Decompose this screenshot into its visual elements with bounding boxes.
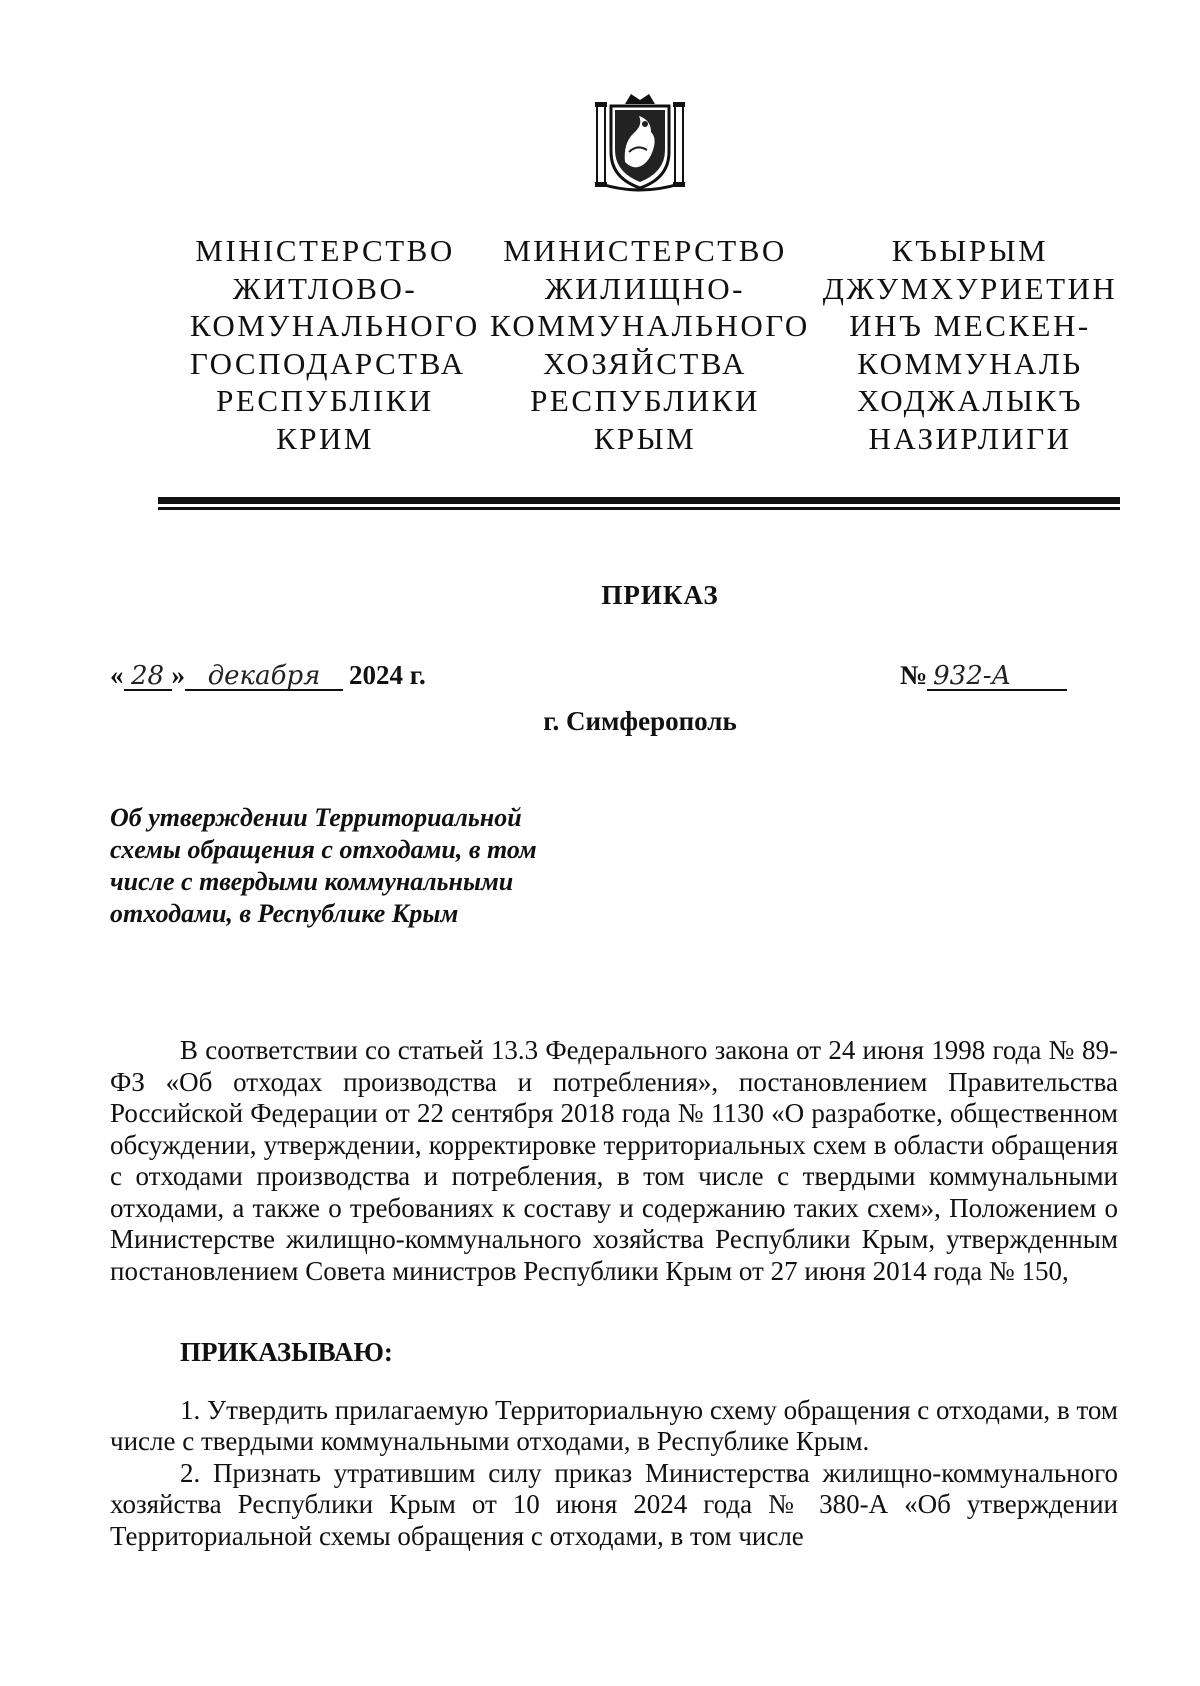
- header-line: РЕСПУБЛИКИ: [530, 383, 760, 418]
- header-ukrainian: [190, 232, 480, 462]
- document-number: [900, 660, 1067, 691]
- header-line: ХОДЖАЛЫКЪ: [856, 383, 1084, 418]
- header-line: НАЗИРЛИГИ: [868, 420, 1072, 456]
- header-line: КРЫМ: [593, 420, 697, 456]
- header-line: ИНЪ МЕСКЕН-: [849, 308, 1091, 343]
- document-body: [110, 1035, 1118, 1552]
- header-line: ХОЗЯЙСТВА: [543, 345, 747, 381]
- order-item-1: 1. Утвердить прилагаемую Территориальную схему обращения с отходами, в том числе с твердыми коммунальными отходами, в Республике Крым.: [110, 1394, 1118, 1456]
- header-line: КОМУНАЛЬНОГО: [190, 308, 480, 343]
- order-items: [110, 1395, 1118, 1553]
- header-crimean-tatar: [820, 232, 1120, 462]
- document-date: [110, 660, 426, 691]
- document-title: ПРИКАЗ: [601, 580, 719, 610]
- header-line: КОММУНАЛЬНОГО: [490, 308, 810, 343]
- coat-of-arms-emblem: [595, 92, 685, 192]
- header-divider-thick: [158, 497, 1120, 504]
- header-line: МІНІСТЕРСТВО: [195, 233, 455, 268]
- date-quote-close: »: [171, 660, 185, 690]
- header-line: ДЖУМХУРИЕТИН: [822, 270, 1118, 306]
- order-heading: ПРИКАЗЫВАЮ:: [180, 1337, 393, 1367]
- header-line: ЖИЛИЩНО-: [545, 270, 745, 306]
- date-quote-open: «: [110, 660, 124, 690]
- document-city: г. Симферополь: [543, 706, 737, 736]
- header-divider-thin: [158, 507, 1120, 510]
- header-line: МИНИСТЕРСТВО: [503, 233, 787, 268]
- number-label: №: [900, 660, 928, 690]
- ministry-header: [190, 232, 1120, 462]
- document-subject: Об утверждении Территориальной схемы обращения с отходами, в том числе с твердыми коммунальными отходами, в Республике Крым: [110, 803, 537, 928]
- date-month: декабря: [185, 663, 343, 691]
- order-item-2: 2. Признать утратившим силу приказ Министерства жилищно-коммунального хозяйства Республики Крым от 10 июня 2024 года № 380-А «Об утверждении Территориальной схемы обращения с отходами, в том числе: [110, 1457, 1118, 1551]
- header-line: ГОСПОДАРСТВА: [190, 345, 466, 381]
- header-russian: [490, 232, 810, 462]
- header-line: КЪЫРЫМ: [891, 233, 1049, 268]
- date-year: 2024 г.: [349, 660, 426, 690]
- header-line: КРИМ: [276, 420, 374, 456]
- preamble-paragraph: В соответствии со статьей 13.3 Федерального закона от 24 июня 1998 года № 89-ФЗ «Об отходах производства и потребления», постановлением Правительства Российской Федерации от 22 сентября 2018 года № 1130 «О разработке, общественном обсуждении, утверждении, корректировке территориальных схем в области обращения с отходами производства и потребления, в том числе с твердыми коммунальными отходами, а также о требованиях к составу и содержанию таких схем», Положением о Министерстве жилищно-коммунального хозяйства Республики Крым, утвержденным постановлением Совета министров Республики Крым от 27 июня 2014 года № 150,: [110, 1035, 1118, 1286]
- number-value: 932-А: [927, 663, 1067, 691]
- header-line: РЕСПУБЛІКИ: [216, 383, 434, 418]
- header-line: КОММУНАЛЬ: [857, 345, 1083, 381]
- header-line: ЖИТЛОВО-: [232, 270, 418, 306]
- date-day: 28: [124, 663, 172, 691]
